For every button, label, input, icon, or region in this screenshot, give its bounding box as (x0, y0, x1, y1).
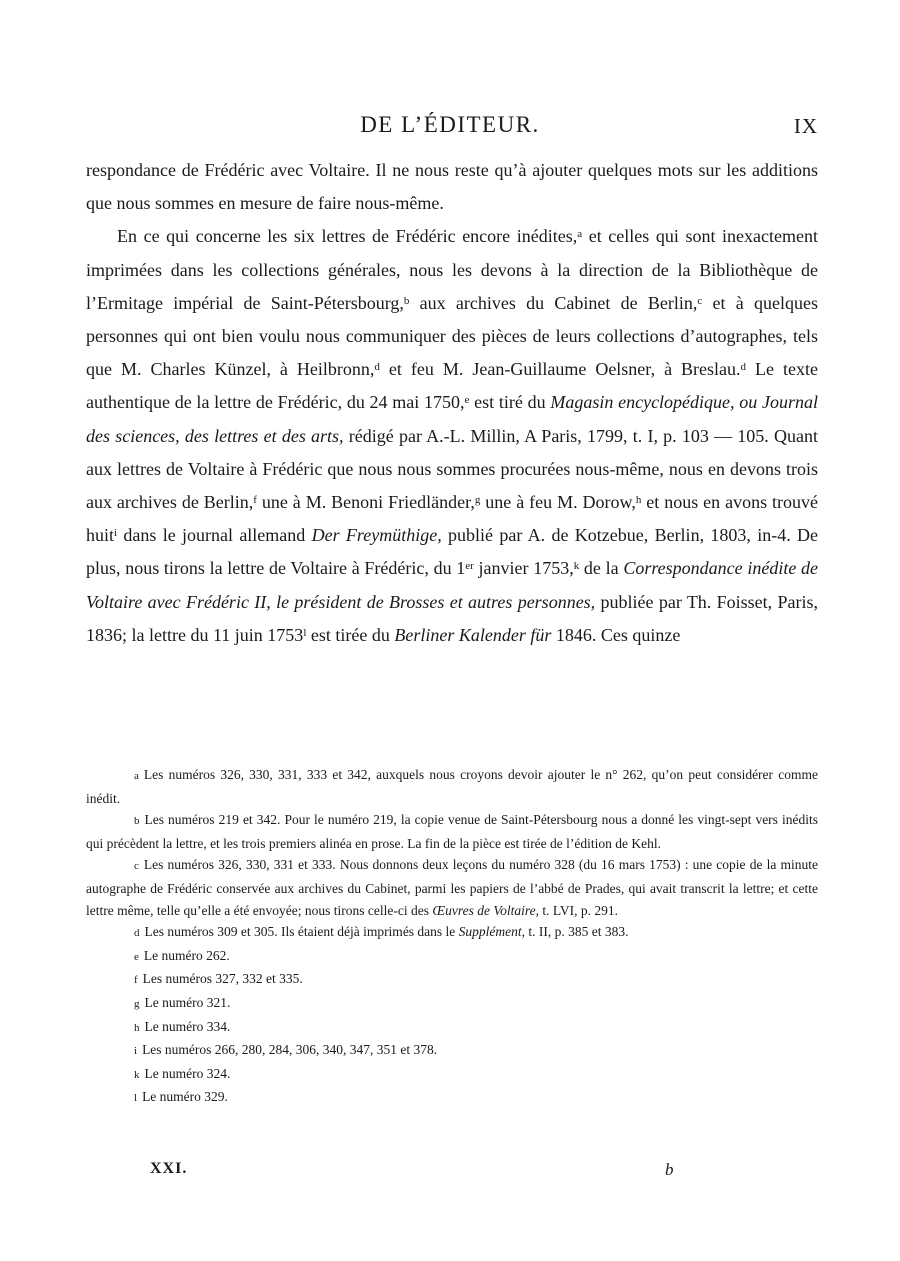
footnote-text: Les numéros 326, 330, 331 et 333. Nous donnons deux leçons du numéro 328 (du 16 mars 1753) : une copie de la minute autographe de Frédéric conservée aux archives du Cabinet, parmi les papiers de l’abbé de Prades, qui avait transcrit la lettre; et cette lettre même, telle qu’elle a été envoyée; nous tirons celle-ci des (86, 857, 818, 918)
text-run: est tiré du (469, 392, 551, 413)
footnote-k (86, 1063, 818, 1087)
text-run: rédigé par A.-L. Millin, A Paris, 1799, t. I, p. 103 — 105. Quant aux lettres de Voltaire à Frédéric que nous nous sommes procurées nous-même, nous en devons trois aux archives de Berlin, (86, 425, 818, 513)
footnote-text: Les numéros 327, 332 et 335. (142, 971, 303, 987)
italic-title: Berliner Kalender für (394, 624, 552, 645)
body-text (86, 154, 818, 652)
footnote-mark: f (134, 974, 138, 987)
footnote-text: Les numéros 219 et 342. Pour le numéro 219, la copie venue de Saint-Pétersbourg nous a donné les vingt-sept vers inédits qui précèdent la lettre, et les trois premiers alinéa en prose. La fin de la pièce est tirée de l’édition de Kehl. (86, 812, 818, 851)
footnote-l (86, 1086, 818, 1110)
footnote-ref-g[interactable]: g (474, 494, 481, 507)
italic-title: Magasin encyclopédique, ou Journal des sciences, des lettres et des arts, (86, 392, 819, 446)
ordinal-suffix: er (465, 560, 474, 573)
footnote-e (86, 945, 818, 969)
footnote-ref-k[interactable]: k (573, 560, 580, 573)
footnote-mark: b (134, 815, 140, 828)
footnote-ref-c[interactable]: c (697, 294, 703, 307)
running-title: DE L’ÉDITEUR. (360, 112, 540, 137)
footnote-mark: a (134, 770, 139, 782)
footnote-text: Les numéros 309 et 305. Ils étaient déjà imprimés dans le (144, 924, 459, 940)
footnote-text: Le numéro 324. (144, 1065, 231, 1081)
text-run: publiée par Th. Foisset, Paris, 1836; la lettre du 11 juin 1753 (86, 591, 818, 645)
text-run: de la (579, 558, 624, 579)
footnote-mark: g (134, 997, 140, 1010)
footnote-text: Le numéro 329. (142, 1089, 228, 1105)
footnote-ref-d[interactable]: d (374, 361, 380, 374)
footnote-d (86, 921, 818, 945)
text-run: et nous en avons trouvé huit (86, 492, 818, 546)
text-run: dans le journal allemand (117, 525, 312, 546)
footnote-h (86, 1016, 818, 1040)
footnote-mark: i (134, 1045, 138, 1058)
page-number: IX (793, 114, 818, 138)
page-header (0, 112, 900, 142)
text-run: janvier 1753, (473, 558, 574, 579)
footnote-text: t. II, p. 385 et 383. (525, 924, 629, 940)
text-run: publié par A. de Kotzebue, Berlin, 1803, in-4. De plus, nous tirons la lettre de Voltaire à Frédéric, du 1 (86, 525, 818, 579)
footnote-ref-h[interactable]: h (635, 494, 642, 507)
footnote-ref-d[interactable]: d (740, 361, 747, 374)
footnote-mark: d (134, 927, 140, 940)
footnote-b (86, 809, 818, 854)
footnote-c (86, 854, 818, 921)
footnote-mark: l (134, 1092, 138, 1105)
italic-title: Der Freymüthige, (311, 525, 442, 546)
italic-title: Correspondance inédite de Voltaire avec Frédéric II, le président de Brosses et autres personnes, (86, 558, 819, 612)
italic-title: Œuvres de Voltaire, (432, 902, 539, 918)
text-run: En ce qui concerne les six lettres de Frédéric encore inédites, (117, 226, 578, 247)
gathering-mark: b (665, 1160, 674, 1179)
paragraph-1: respondance de Frédéric avec Voltaire. Il ne nous reste qu’à ajouter quelques mots sur les additions que nous sommes en mesure de faire nous-même. (86, 160, 818, 214)
footnote-text: t. LVI, p. 291. (538, 902, 618, 918)
footnote-text: Le numéro 334. (144, 1018, 231, 1034)
text-run: aux archives du Cabinet de Berlin, (409, 292, 698, 313)
text-run: une à feu M. Dorow, (480, 492, 636, 513)
footnote-mark: h (134, 1021, 140, 1034)
footnote-i (86, 1039, 818, 1063)
signature-mark: XXI. (150, 1160, 188, 1177)
text-run: et feu M. Jean-Guillaume Oelsner, à Breslau. (379, 359, 741, 380)
text-run: une à M. Benoni Friedländer, (256, 492, 475, 513)
text-run: 1846. Ces quinze (551, 624, 681, 645)
italic-title: Supplément, (458, 924, 526, 940)
footnote-ref-a[interactable]: a (577, 228, 583, 241)
text-run: et celles qui sont inexactement imprimées dans les collections générales, nous les devons à la direction de la Bibliothèque de l’Ermitage impérial de Saint-Pétersbourg, (86, 226, 819, 313)
paragraph-2 (86, 220, 818, 652)
footnote-ref-e[interactable]: e (464, 394, 470, 407)
footnote-ref-b[interactable]: b (403, 294, 410, 307)
footnote-ref-i[interactable]: i (114, 527, 118, 540)
footnote-mark: c (134, 860, 139, 873)
text-run: est tirée du (306, 624, 395, 645)
text-run: Le texte authentique de la lettre de Frédéric, du 24 mai 1750, (86, 359, 819, 413)
footnote-g (86, 992, 818, 1016)
footnote-text: Le numéro 321. (144, 994, 231, 1010)
footnote-a (86, 764, 818, 809)
footnote-text: Les numéros 266, 280, 284, 306, 340, 347, 351 et 378. (142, 1042, 438, 1058)
footnote-f (86, 968, 818, 992)
footnote-mark: e (134, 950, 139, 963)
footnote-text: Le numéro 262. (143, 947, 230, 963)
text-run: et à quelques personnes qui ont bien voulu nous communiquer des pièces de leurs collections d’autographes, tels que M. Charles Künzel, à Heilbronn, (86, 292, 818, 380)
footnote-text: Les numéros 326, 330, 331, 333 et 342, auxquels nous croyons devoir ajouter le n° 262, qu’on peut considérer comme inédit. (86, 767, 818, 806)
page-footer (0, 1160, 900, 1184)
footnote-mark: k (134, 1068, 140, 1081)
footnote-ref-f[interactable]: f (253, 494, 257, 507)
footnotes (86, 764, 818, 1110)
footnote-ref-l[interactable]: l (303, 626, 307, 639)
